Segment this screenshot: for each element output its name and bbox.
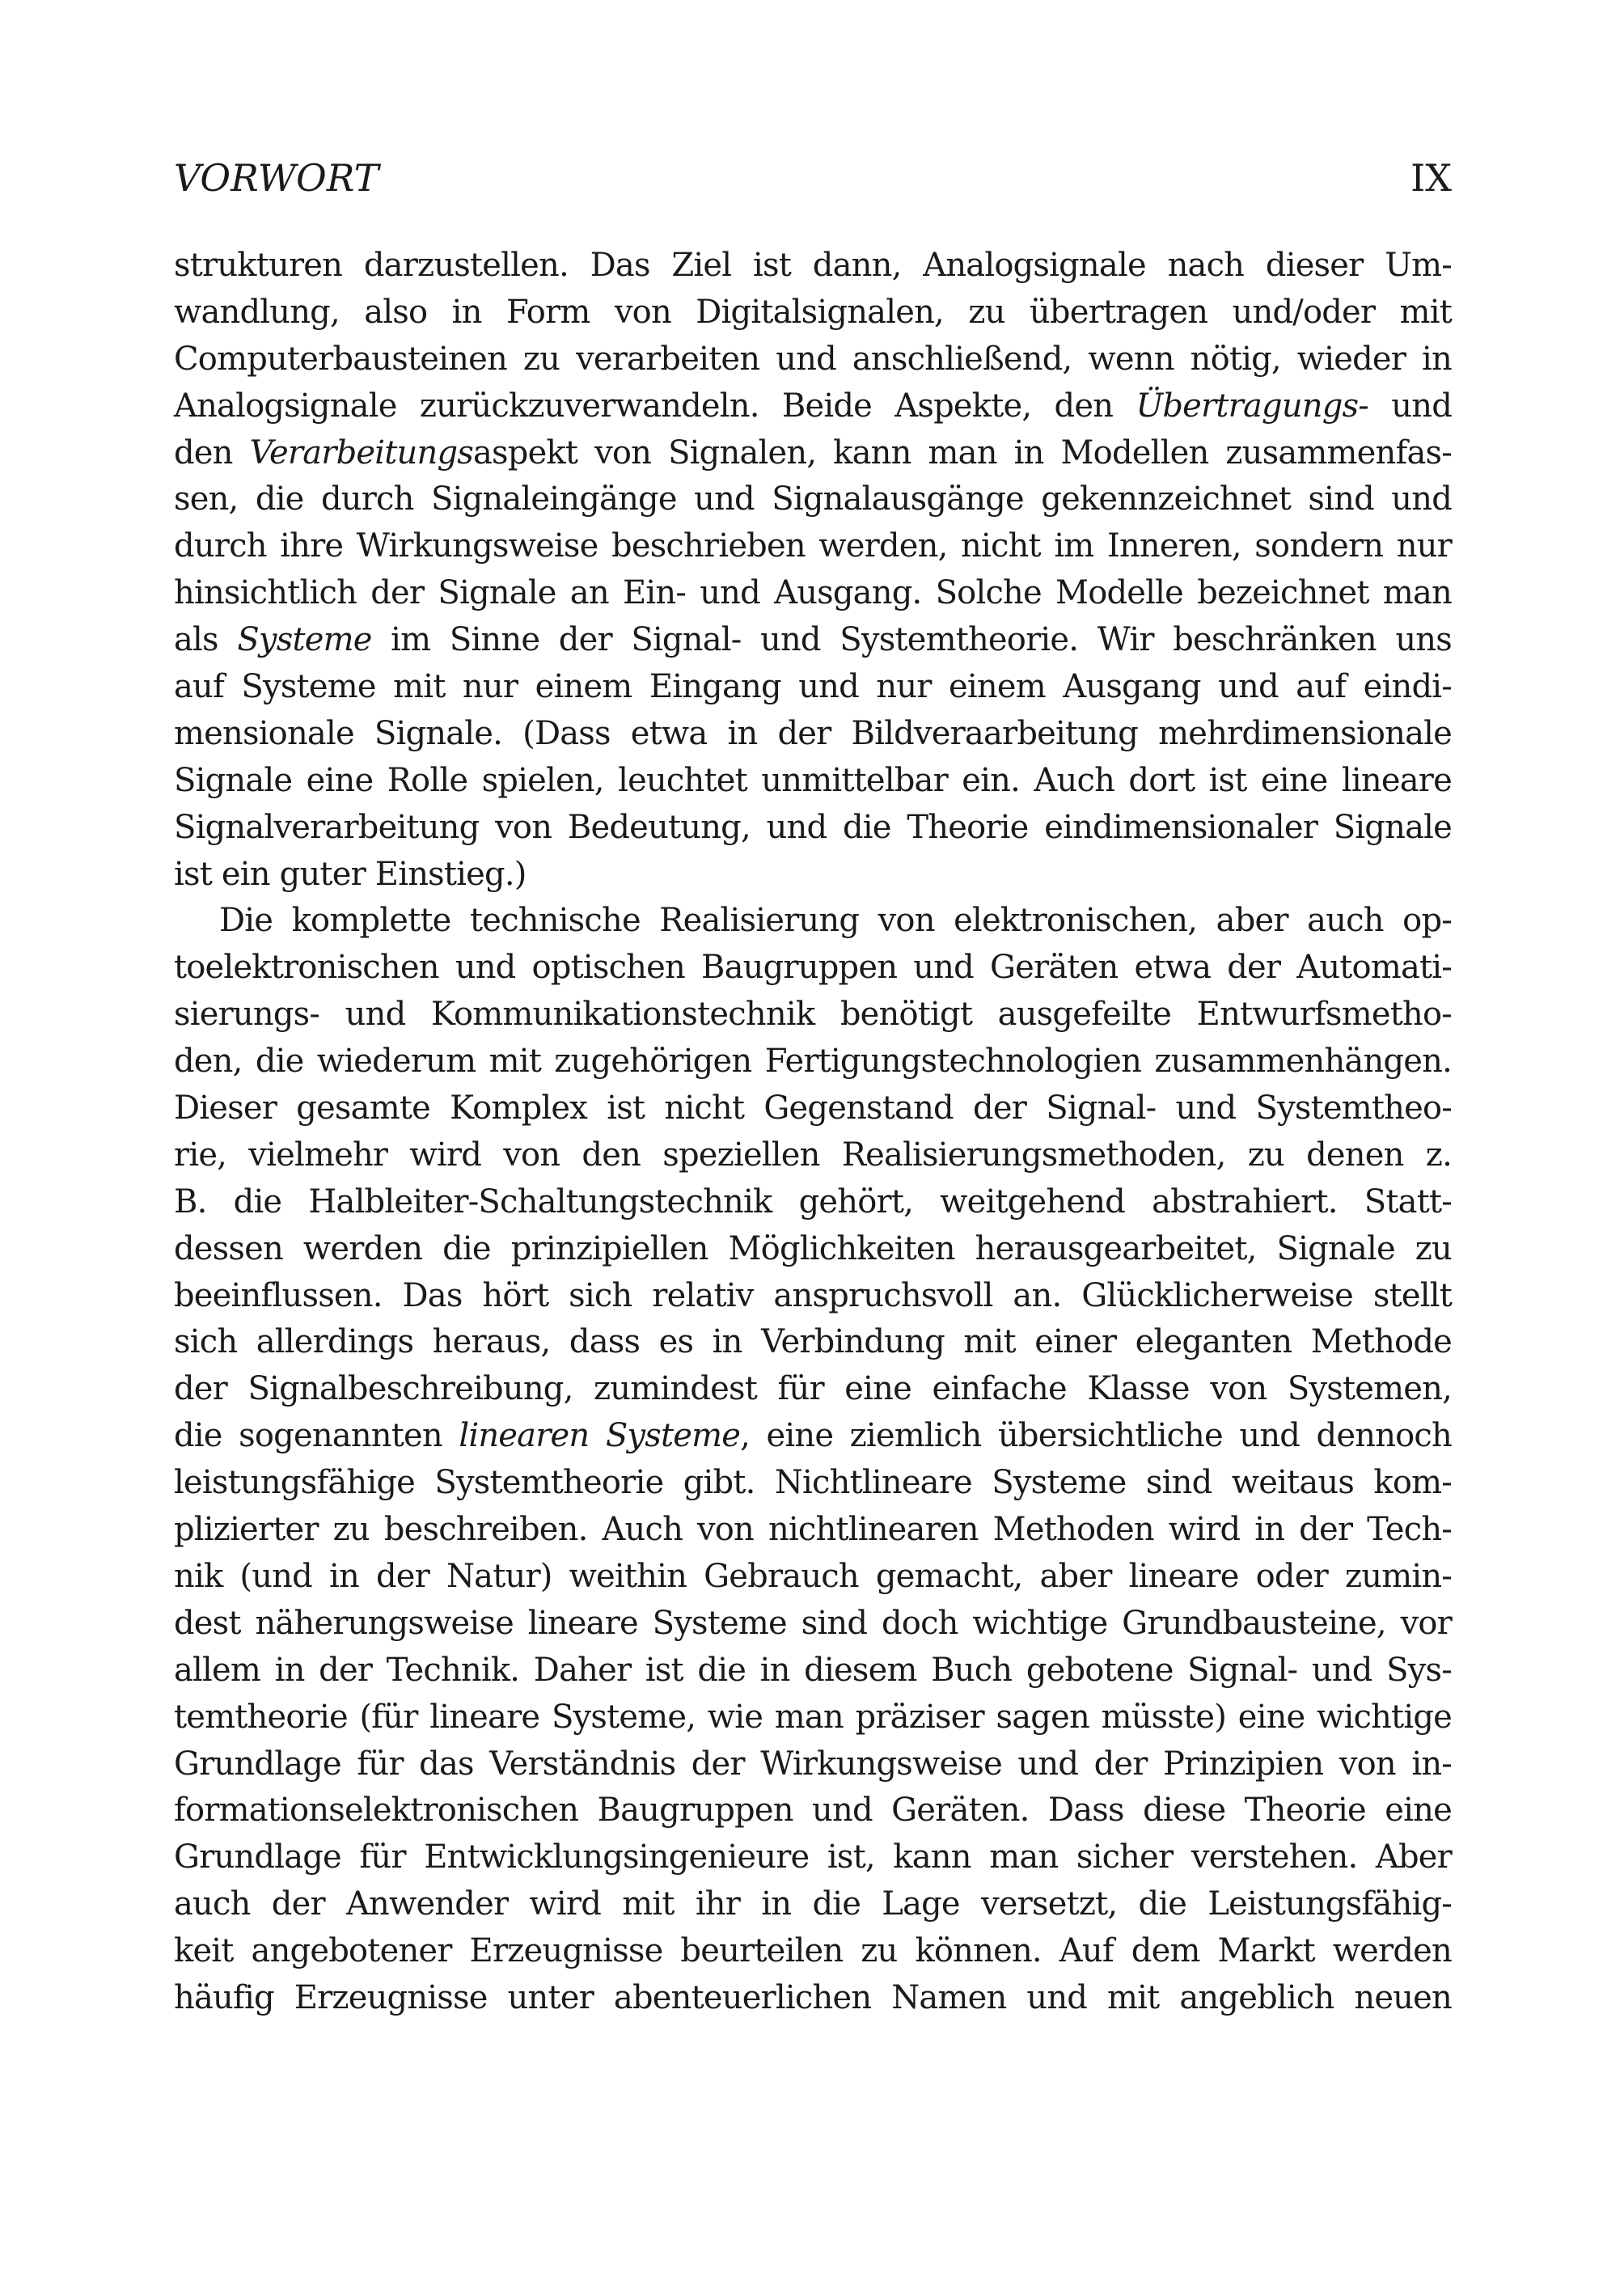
text-run: keit angebotener Erzeugnisse beurteilen zu können. Auf dem Markt werden [174,1932,1452,1970]
text-run: toelektronischen und optischen Baugruppen und Geräten etwa der Automati- [174,949,1452,987]
page-number: IX [1410,156,1452,200]
text-run: B. die Halbleiter-Schaltungstechnik gehört, weitgehend abstrahiert. Statt- [174,1182,1452,1221]
text-line [174,243,1452,290]
text-run: beeinflussen. Das hört sich relativ anspruchsvoll an. Glücklicherweise stellt [174,1276,1452,1314]
text-line [174,1366,1452,1413]
text-line [174,570,1452,617]
text-line [174,664,1452,711]
text-line [174,1226,1452,1273]
text-run: formationselektronischen Baugruppen und Geräten. Dass diese Theorie eine [174,1792,1452,1830]
text-run: Grundlage für Entwicklungsingenieure ist, kann man sicher verstehen. Aber [174,1838,1452,1876]
text-run: , eine ziemlich übersichtliche und dennoch [740,1417,1452,1455]
text-run: Signale eine Rolle spielen, leuchtet unmittelbar ein. Auch dort ist eine lineare [174,761,1452,799]
text-run: Analogsignale zurückzuverwandeln. Beide Aspekte, den [174,387,1136,425]
text-line [174,1554,1452,1601]
text-run: auf Systeme mit nur einem Eingang und nur einem Ausgang und auf eindi- [174,668,1452,706]
text-run: nik (und in der Natur) weithin Gebrauch gemacht, aber lineare oder zumin- [174,1557,1452,1595]
text-run: und [1368,387,1452,425]
text-line [174,992,1452,1039]
page [174,154,1452,2022]
text-line [174,336,1452,383]
text-run: sich allerdings heraus, dass es in Verbindung mit einer eleganten Methode [174,1323,1452,1361]
text-line [174,1039,1452,1085]
text-run: den [174,434,250,472]
text-line [174,290,1452,336]
text-line [174,1507,1452,1554]
text-run: Die komplette technische Realisierung von elektronischen, aber auch op- [219,902,1452,940]
text-run: im Sinne der Signal- und Systemtheorie. Wir beschränken uns [371,621,1452,659]
text-line [174,1928,1452,1975]
text-line [174,1319,1452,1366]
text-line [174,945,1452,992]
text-run: strukturen darzustellen. Das Ziel ist dann, Analogsignale nach dieser Um- [174,247,1452,284]
body-text [174,243,1452,2022]
text-line [174,1648,1452,1694]
emphasized-term: Übertragungs- [1136,387,1368,425]
emphasized-term: linearen Systeme [459,1417,741,1455]
text-run: dessen werden die prinzipiellen Möglichkeiten herausgearbeitet, Signale zu [174,1229,1452,1267]
text-line [174,1881,1452,1928]
text-line [174,1179,1452,1226]
text-run: temtheorie (für lineare Systeme, wie man präziser sagen müsste) eine wichtige [174,1698,1452,1736]
text-line [174,758,1452,805]
text-run: hinsichtlich der Signale an Ein- und Ausgang. Solche Modelle bezeichnet man [174,574,1452,612]
text-run: den, die wiederum mit zugehörigen Fertigungstechnologien zusammenhängen. [174,1043,1452,1081]
paragraph [174,898,1452,2021]
text-line [174,523,1452,570]
text-run: Dieser gesamte Komplex ist nicht Gegenstand der Signal- und Systemtheo- [174,1089,1452,1127]
text-run: leistungsfähige Systemtheorie gibt. Nichtlineare Systeme sind weitaus kom- [174,1464,1452,1502]
text-run: allem in der Technik. Daher ist die in diesem Buch gebotene Signal- und Sys- [174,1651,1452,1689]
paragraph [174,243,1452,898]
text-line [174,1085,1452,1132]
emphasized-term: Systeme [237,621,372,659]
text-line [174,476,1452,523]
text-line [174,852,1452,899]
text-line [174,1601,1452,1648]
text-run: rie, vielmehr wird von den speziellen Realisierungsmethoden, zu denen z. [174,1136,1452,1174]
text-line [174,1975,1452,2022]
header-title: VORWORT [174,156,379,200]
text-run: mensionale Signale. (Dass etwa in der Bildveraarbeitung mehrdimensionale [174,714,1452,752]
text-run: sierungs- und Kommunikationstechnik benötigt ausgefeilte Entwurfsmetho- [174,996,1452,1034]
text-run: plizierter zu beschreiben. Auch von nichtlinearen Methoden wird in der Tech- [174,1511,1452,1549]
text-run: durch ihre Wirkungsweise beschrieben werden, nicht im Inneren, sondern nur [174,527,1452,565]
text-run: aspekt von Signalen, kann man in Modellen zusammenfas- [472,434,1452,472]
text-run: auch der Anwender wird mit ihr in die Lage versetzt, die Leistungsfähig- [174,1885,1452,1923]
text-run: die sogenannten [174,1417,459,1455]
text-line [174,1273,1452,1320]
text-run: Computerbausteinen zu verarbeiten und anschließend, wenn nötig, wieder in [174,340,1452,378]
text-run: ist ein guter Einstieg.) [174,855,527,893]
text-line [174,1741,1452,1788]
text-line [174,617,1452,664]
text-line [174,805,1452,852]
text-run: als [174,621,238,659]
text-run: der Signalbeschreibung, zumindest für eine einfache Klasse von Systemen, [174,1370,1452,1408]
emphasized-term: Verarbeitungs [249,434,473,472]
text-line [174,1694,1452,1741]
text-run: wandlung, also in Form von Digitalsignalen, zu übertragen und/oder mit [174,293,1452,331]
text-line [174,1132,1452,1179]
text-run: sen, die durch Signaleingänge und Signalausgänge gekennzeichnet sind und [174,480,1452,518]
text-line [174,1787,1452,1834]
text-line [174,711,1452,758]
text-run: Signalverarbeitung von Bedeutung, und die Theorie eindimensionaler Signale [174,808,1452,846]
text-line [174,383,1452,430]
text-run: häufig Erzeugnisse unter abenteuerlichen Namen und mit angeblich neuen [174,1978,1452,2016]
text-line [174,898,1452,945]
text-line [174,430,1452,477]
running-header [174,154,1452,210]
text-line [174,1834,1452,1881]
text-run: Grundlage für das Verständnis der Wirkungsweise und der Prinzipien von in- [174,1745,1452,1783]
text-line [174,1460,1452,1507]
text-line [174,1413,1452,1460]
text-run: dest näherungsweise lineare Systeme sind doch wichtige Grundbausteine, vor [174,1604,1452,1642]
